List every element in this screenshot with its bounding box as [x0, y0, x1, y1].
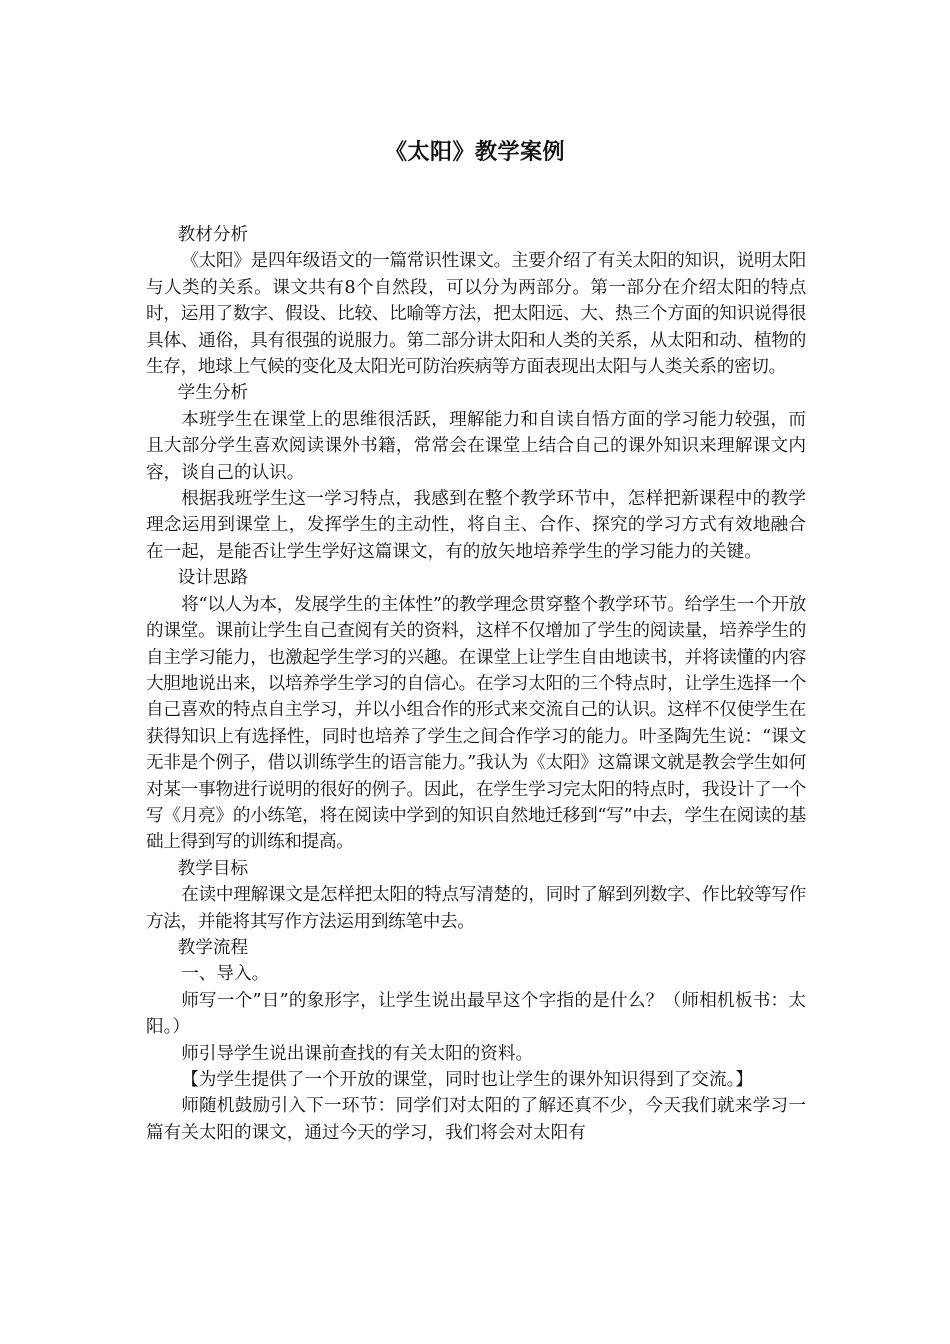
step-introduction: 一、导入。	[181, 964, 270, 985]
paragraph-intro-2: 师引导学生说出课前查找的有关太阳的资料。	[181, 1043, 534, 1064]
paragraph-intro-comment: 【为学生提供了一个开放的课堂，同时也让学生的课外知识得到了交流。】	[181, 1070, 753, 1090]
section-heading-design-idea: 设计思路	[177, 568, 249, 589]
paragraph-intro-1: 师写一个”日”的象形字，让学生说出最早这个字指的是什么？（师相机板书：太阳。）	[146, 990, 806, 1038]
paragraph-student-analysis-1: 本班学生在课堂上的思维很活跃，理解能力和自读自悟方面的学习能力较强，而且大部分学生喜欢阅读课外书籍，常常会在课堂上结合自己的课外知识来理解课文内容，谈自己的认识。	[146, 409, 806, 483]
section-heading-textbook-analysis: 教材分析	[177, 225, 249, 245]
paragraph-teaching-goal: 在读中理解课文是怎样把太阳的特点写清楚的，同时了解到列数字、作比较等写作方法，并能将其写作方法运用到练笔中去。	[146, 885, 806, 932]
paragraph-design-idea: 将“以人为本，发展学生的主体性”的教学理念贯穿整个教学环节。给学生一个开放的课堂。课前让学生自己查阅有关的资料，这样不仅增加了学生的阅读量，培养学生的自主学习能力，也激起学生学习的兴趣。在课堂上让学生自由地读书，并将读懂的内容大胆地说出来，以培养学生学习的自信心。在学习太阳的三个特点时，让学生选择一个自己喜欢的特点自主学习，并以小组合作的形式来交流自己的认识。这样不仅使学生在获得知识上有选择性，同时也培养了学生之间合作学习的能力。叶圣陶先生说：“课文无非是个例子，借以训练学生的语言能力。”我认为《太阳》这篇课文就是教会学生如何对某一事物进行说明的很好的例子。因此，在学生学习完太阳的特点时，我设计了一个写《月亮》的小练笔，将在阅读中学到的知识自然地迁移到“写”中去，学生在阅读的基础上得到写的训练和提高。	[146, 594, 806, 853]
document-title: 《太阳》教学案例	[384, 139, 565, 165]
section-heading-student-analysis: 学生分析	[177, 383, 249, 404]
section-heading-teaching-goal: 教学目标	[177, 858, 249, 879]
document-body	[146, 222, 806, 1146]
paragraph-textbook-analysis: 《太阳》是四年级语文的一篇常识性课文。主要介绍了有关太阳的知识，说明太阳与人类的关系。课文共有8个自然段，可以分为两部分。第一部分在介绍太阳的特点时，运用了数字、假设、比较、比喻等方法，把太阳远、大、热三个方面的知识说得很具体、通俗，具有很强的说服力。第二部分讲太阳和人类的关系，从太阳和动、植物的生存，地球上气候的变化及太阳光可防治疾病等方面表现出太阳与人类关系的密切。	[146, 251, 806, 378]
paragraph-student-analysis-2: 根据我班学生这一学习特点，我感到在整个教学环节中，怎样把新课程中的教学理念运用到课堂上，发挥学生的主动性，将自主、合作、探究的学习方式有效地融合在一起，是能否让学生学好这篇课文，有的放矢地培养学生的学习能力的关键。	[146, 489, 806, 562]
section-heading-teaching-process: 教学流程	[177, 937, 249, 958]
paragraph-intro-3: 师随机鼓励引入下一环节：同学们对太阳的了解还真不少，今天我们就来学习一篇有关太阳的课文，通过今天的学习，我们将会对太阳有	[146, 1096, 806, 1143]
